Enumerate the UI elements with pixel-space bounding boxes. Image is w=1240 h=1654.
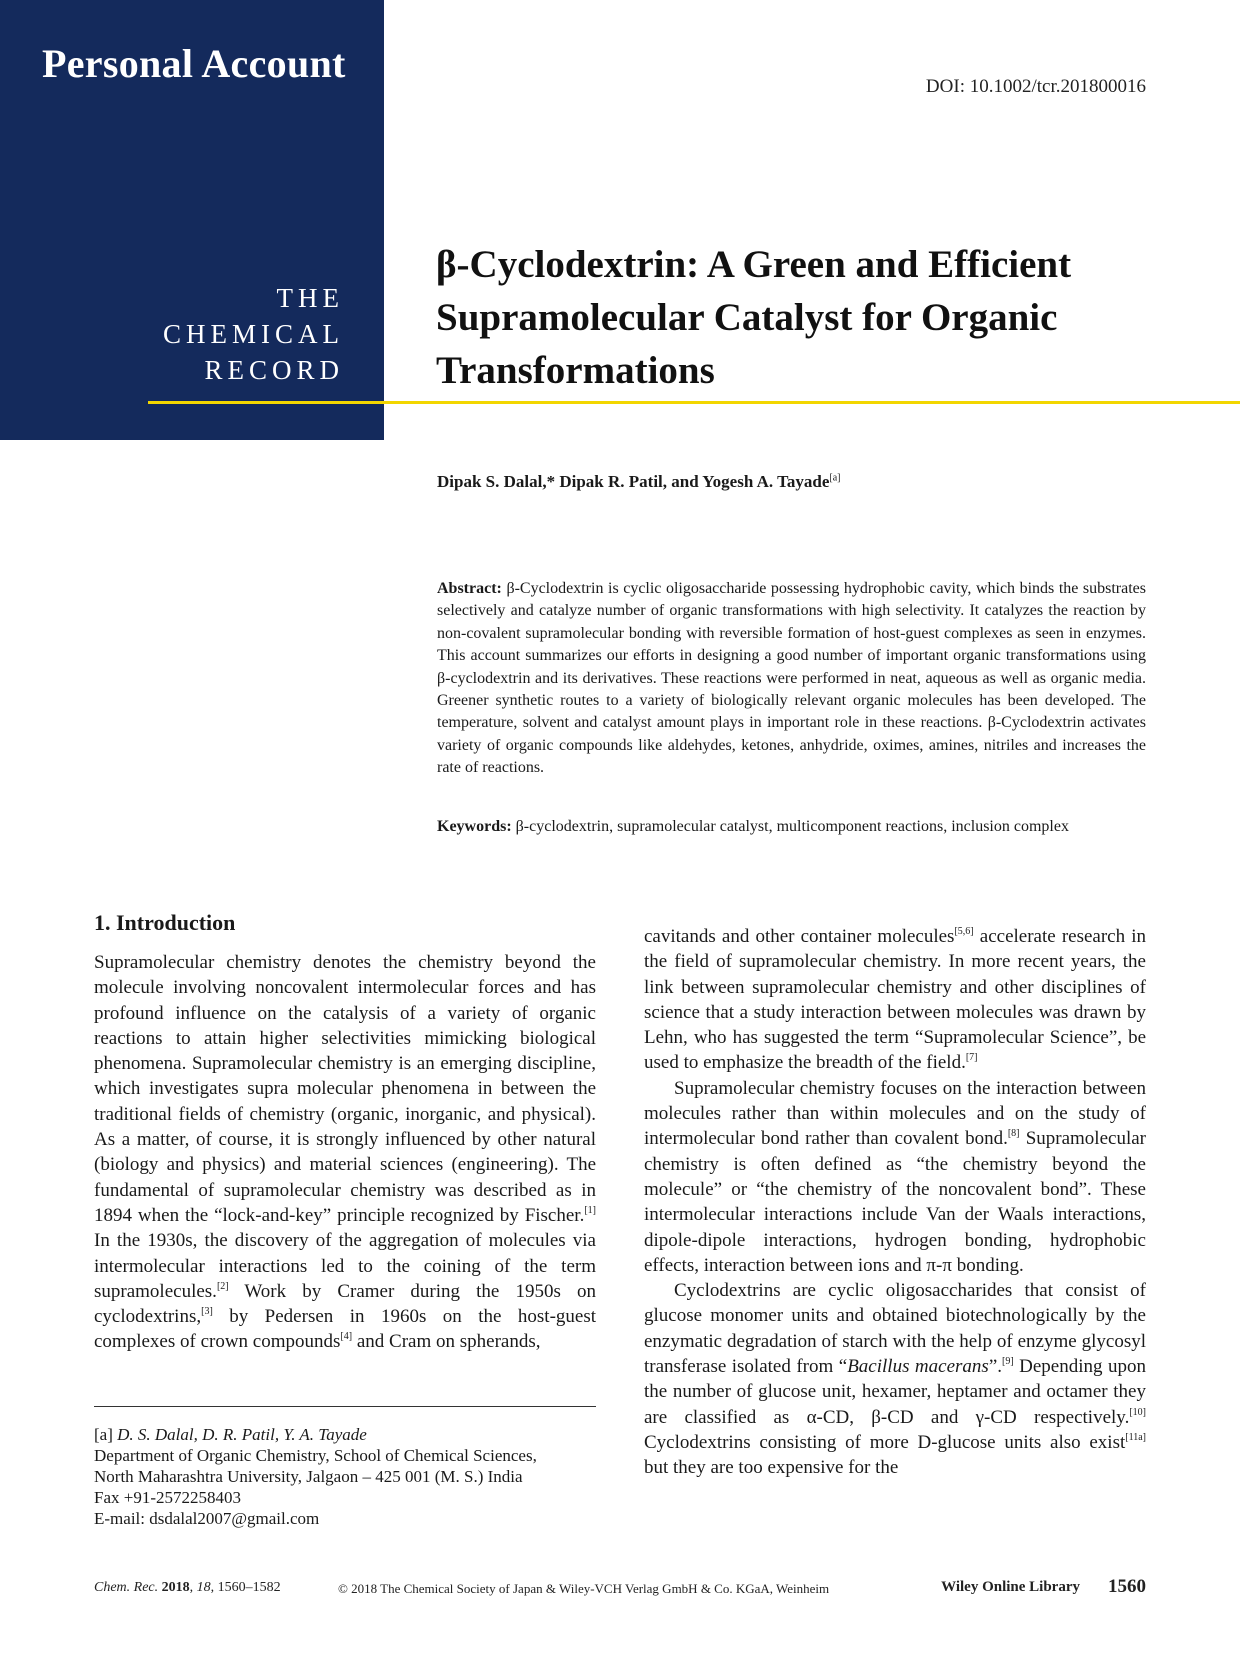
paragraph: Supramolecular chemistry denotes the chemistry beyond the molecule involving noncovalent intermolecular forces and has profound influence on the catalysis of a variety of organic reactions to attain higher selectivities mimicking biological phenomena. Supramolecular chemistry is an emerging discipline, which investigates supra molecular phenomena in between the traditional fields of chemistry (organic, inorganic, and physical). As a matter, of course, it is strongly influenced by other natural (biology and physics) and material sciences (engineering). The fundamental of supramolecular chemistry was described as in 1894 when the “lock-and-key” principle recognized by Fischer.[1] In the 1930s, the discovery of the aggregation of molecules via intermolecular interactions led to the coining of the term supramolecules.[2] Work by Cramer during the 1950s on cyclodextrins,[3] by Pedersen in 1960s on the host-guest complexes of crown compounds[4] and Cram on spherands, — [94, 952, 596, 1353]
footnote-department: Department of Organic Chemistry, School of Chemical Sciences, — [94, 1446, 537, 1465]
affiliation-footnote — [94, 1424, 614, 1529]
abstract-text: β-Cyclodextrin is cyclic oligosaccharide possessing hydrophobic cavity, which binds the substrates selectively and catalyze number of organic transformations with high selectivity. It catalyzes the reaction by non-covalent supramolecular bonding with reversible formation of host-guest complexes as seen in enzymes. This account summarizes our efforts in designing a good number of important organic transformations using β-cyclodextrin and its derivatives. These reactions were performed in neat, aqueous as well as organic media. Greener synthetic routes to a variety of biologically relevant organic molecules has been developed. The temperature, solvent and catalyst amount plays in important role in these reactions. β-Cyclodextrin activates variety of organic compounds like aldehydes, ketones, anhydride, oximes, amines, nitriles and increases the rate of reactions. — [437, 580, 1147, 777]
abstract-label: Abstract: — [437, 580, 502, 597]
journal-citation: Chem. Rec. 2018, 18, 1560–1582 — [94, 1580, 281, 1595]
wiley-online-library[interactable]: Wiley Online Library — [941, 1579, 1080, 1595]
page-number: 1560 — [1108, 1576, 1146, 1597]
citation[interactable]: [3] — [201, 1306, 213, 1318]
footnote-email[interactable]: E-mail: dsdalal2007@gmail.com — [94, 1509, 320, 1528]
journal-name-line: CHEMICAL — [163, 319, 344, 349]
journal-name-line: RECORD — [204, 355, 344, 385]
citation[interactable]: [4] — [340, 1331, 353, 1343]
copyright: © 2018 The Chemical Society of Japan & Wiley-VCH Verlag GmbH & Co. KGaA, Weinheim — [338, 1581, 830, 1596]
paragraph: Cyclodextrins are cyclic oligosaccharides that consist of glucose monomer units and obtained biotechnologically by the enzymatic degradation of starch with the help of enzyme glycosyl transferase isolated from “Bacillus macerans”.[9] Depending upon the number of glucose unit, hexamer, heptamer and octamer they are classified as α-CD, β-CD and γ-CD respectively.[10] Cyclodextrins consisting of more D-glucose units also exist[11a] but they are too expensive for the — [644, 1280, 1146, 1479]
citation[interactable]: [7] — [965, 1052, 978, 1064]
author-names: Dipak S. Dalal,* Dipak R. Patil, and Yogesh A. Tayade — [437, 472, 830, 491]
citation[interactable]: [5,6] — [954, 926, 974, 937]
footnote-divider — [94, 1406, 596, 1407]
body-column-right — [644, 924, 1146, 1481]
journal-banner — [0, 0, 384, 440]
citation[interactable]: [11a] — [1125, 1431, 1146, 1443]
section-heading: 1. Introduction — [94, 910, 236, 935]
author-list — [437, 472, 840, 492]
citation[interactable]: [10] — [1129, 1406, 1146, 1418]
journal-name — [24, 280, 344, 388]
title-rule — [148, 401, 1240, 404]
paragraph: Supramolecular chemistry focuses on the interaction between molecules rather than within molecules and on the study of intermolecular bond rather than covalent bond.[8] Supramolecular chemistry is often defined as “the chemistry beyond the molecule” or “the chemistry of the noncovalent bond”. These intermolecular interactions include Van der Waals interactions, dipole-dipole interactions, hydrogen bonding, hydrophobic effects, interaction between ions and π-π bonding. — [644, 1077, 1146, 1276]
journal-name-line: THE — [276, 283, 344, 313]
footnote-fax: Fax +91-2572258403 — [94, 1488, 241, 1507]
species-name: Bacillus macerans — [847, 1356, 989, 1378]
citation[interactable]: [8] — [1007, 1128, 1020, 1140]
doi[interactable]: DOI: 10.1002/tcr.201800016 — [925, 76, 1146, 97]
keywords-text: β-cyclodextrin, supramolecular catalyst, multicomponent reactions, inclusion complex — [515, 818, 1069, 835]
abstract — [437, 578, 1146, 780]
affiliation-mark: [a] — [829, 472, 841, 484]
keywords — [437, 816, 1146, 838]
citation[interactable]: [2] — [216, 1280, 229, 1292]
paragraph: cavitands and other container molecules[5,6] accelerate research in the field of supramolecular chemistry. In more recent years, the link between supramolecular chemistry and other disciplines of science that a study interaction between molecules was drawn by Lehn, who has suggested the term “Supramolecular Science”, be used to emphasize the breadth of the field.[7] — [644, 926, 1147, 1074]
body-column-left — [94, 950, 596, 1355]
footnote-names: [a] D. S. Dalal, D. R. Patil, Y. A. Tayade — [94, 1425, 367, 1444]
article-title: β-Cyclodextrin: A Green and Efficient Supramolecular Catalyst for Organic Transformations — [436, 243, 1072, 392]
section-label: Personal Account — [42, 41, 346, 86]
citation[interactable]: [9] — [1002, 1356, 1014, 1368]
footnote-university: North Maharashtra University, Jalgaon – 425 001 (M. S.) India — [94, 1467, 523, 1486]
citation[interactable]: [1] — [584, 1204, 596, 1216]
page-footer — [94, 1576, 1146, 1600]
keywords-label: Keywords: — [437, 818, 512, 835]
